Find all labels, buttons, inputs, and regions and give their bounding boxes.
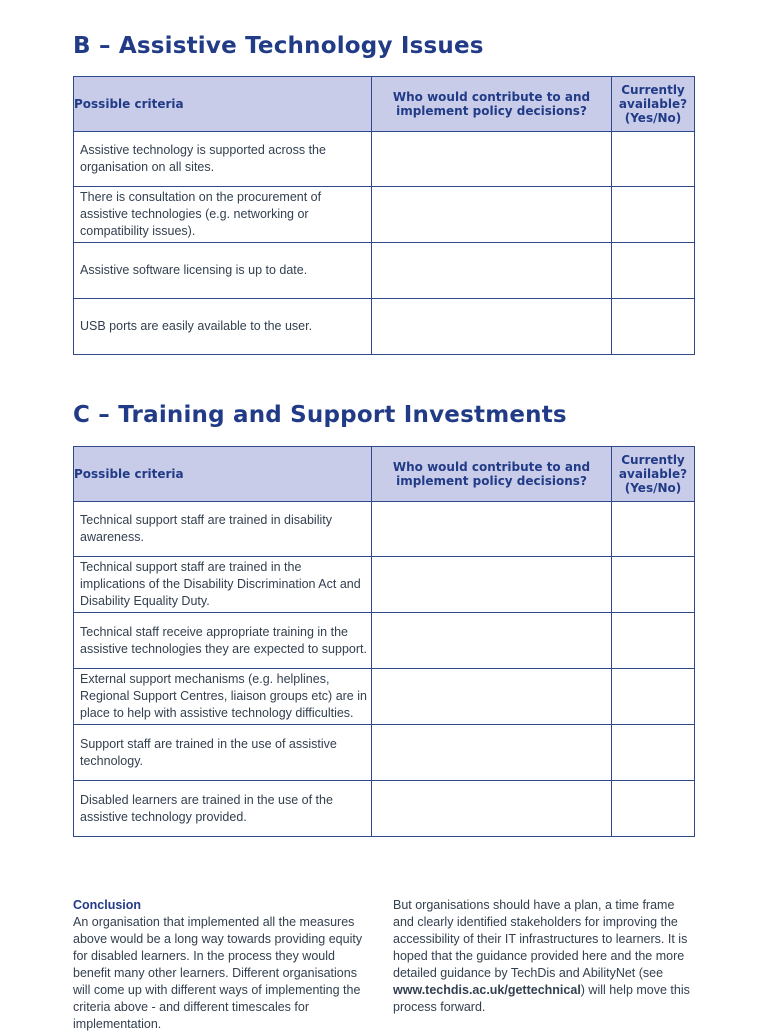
table-row <box>74 781 695 837</box>
table-row <box>74 613 695 669</box>
table-row <box>74 132 695 187</box>
available-cell[interactable] <box>612 187 695 243</box>
who-cell[interactable] <box>372 669 612 725</box>
available-cell[interactable] <box>612 557 695 613</box>
available-cell[interactable] <box>612 502 695 557</box>
available-cell[interactable] <box>612 781 695 837</box>
available-cell[interactable] <box>612 669 695 725</box>
table-row <box>74 243 695 299</box>
section-b-title: B – Assistive Technology Issues <box>73 33 484 59</box>
header-who-contributes: Who would contribute to and implement policy decisions? <box>372 447 612 502</box>
table-row <box>74 725 695 781</box>
criteria-cell: Technical staff receive appropriate training in the assistive technologies they are expected to support. <box>74 613 372 669</box>
criteria-cell: Assistive software licensing is up to date. <box>74 243 372 299</box>
criteria-cell: Technical support staff are trained in disability awareness. <box>74 502 372 557</box>
who-cell[interactable] <box>372 132 612 187</box>
header-currently-available: Currently available? (Yes/No) <box>612 447 695 502</box>
header-possible-criteria: Possible criteria <box>74 447 372 502</box>
who-cell[interactable] <box>372 613 612 669</box>
available-cell[interactable] <box>612 613 695 669</box>
who-cell[interactable] <box>372 187 612 243</box>
table-row <box>74 299 695 355</box>
available-cell[interactable] <box>612 243 695 299</box>
section-c-title: C – Training and Support Investments <box>73 402 567 428</box>
available-cell[interactable] <box>612 725 695 781</box>
criteria-cell: Disabled learners are trained in the use of the assistive technology provided. <box>74 781 372 837</box>
criteria-cell: USB ports are easily available to the user. <box>74 299 372 355</box>
conclusion-right-column <box>393 897 698 1016</box>
header-possible-criteria: Possible criteria <box>74 77 372 132</box>
criteria-cell: Technical support staff are trained in the implications of the Disability Discrimination Act and Disability Equality Duty. <box>74 557 372 613</box>
who-cell[interactable] <box>372 243 612 299</box>
techdis-link[interactable]: www.techdis.ac.uk/gettechnical <box>393 983 581 997</box>
conclusion-right-text-after: ) will help move this process forward. <box>393 983 690 1014</box>
criteria-cell: There is consultation on the procurement of assistive technologies (e.g. networking or compatibility issues). <box>74 187 372 243</box>
who-cell[interactable] <box>372 299 612 355</box>
header-currently-available: Currently available? (Yes/No) <box>612 77 695 132</box>
conclusion-left-column <box>73 897 375 1033</box>
table-row <box>74 669 695 725</box>
who-cell[interactable] <box>372 725 612 781</box>
who-cell[interactable] <box>372 557 612 613</box>
conclusion-heading: Conclusion <box>73 898 142 912</box>
conclusion-left-text: An organisation that implemented all the measures above would be a long way towards providing equity for disabled learners. In the process they would benefit many other learners. Different organisations will come up with different ways of implementing the criteria above - and different timescales for implementation. <box>73 915 363 1031</box>
criteria-cell: Assistive technology is supported across the organisation on all sites. <box>74 132 372 187</box>
assistive-technology-table <box>73 76 695 355</box>
conclusion-right-text-before: But organisations should have a plan, a time frame and clearly identified stakeholders for improving the accessibility of their IT infrastructures to learners. It is hoped that the guidance provided here and the more detailed guidance by TechDis and AbilityNet (see <box>393 898 688 980</box>
table-row <box>74 502 695 557</box>
criteria-cell: External support mechanisms (e.g. helplines, Regional Support Centres, liaison groups etc) are in place to help with assistive technology difficulties. <box>74 669 372 725</box>
available-cell[interactable] <box>612 132 695 187</box>
table-row <box>74 187 695 243</box>
header-who-contributes: Who would contribute to and implement policy decisions? <box>372 77 612 132</box>
who-cell[interactable] <box>372 502 612 557</box>
training-support-table <box>73 446 695 837</box>
criteria-cell: Support staff are trained in the use of assistive technology. <box>74 725 372 781</box>
who-cell[interactable] <box>372 781 612 837</box>
table-header-row <box>74 77 695 132</box>
table-header-row <box>74 447 695 502</box>
table-row <box>74 557 695 613</box>
available-cell[interactable] <box>612 299 695 355</box>
